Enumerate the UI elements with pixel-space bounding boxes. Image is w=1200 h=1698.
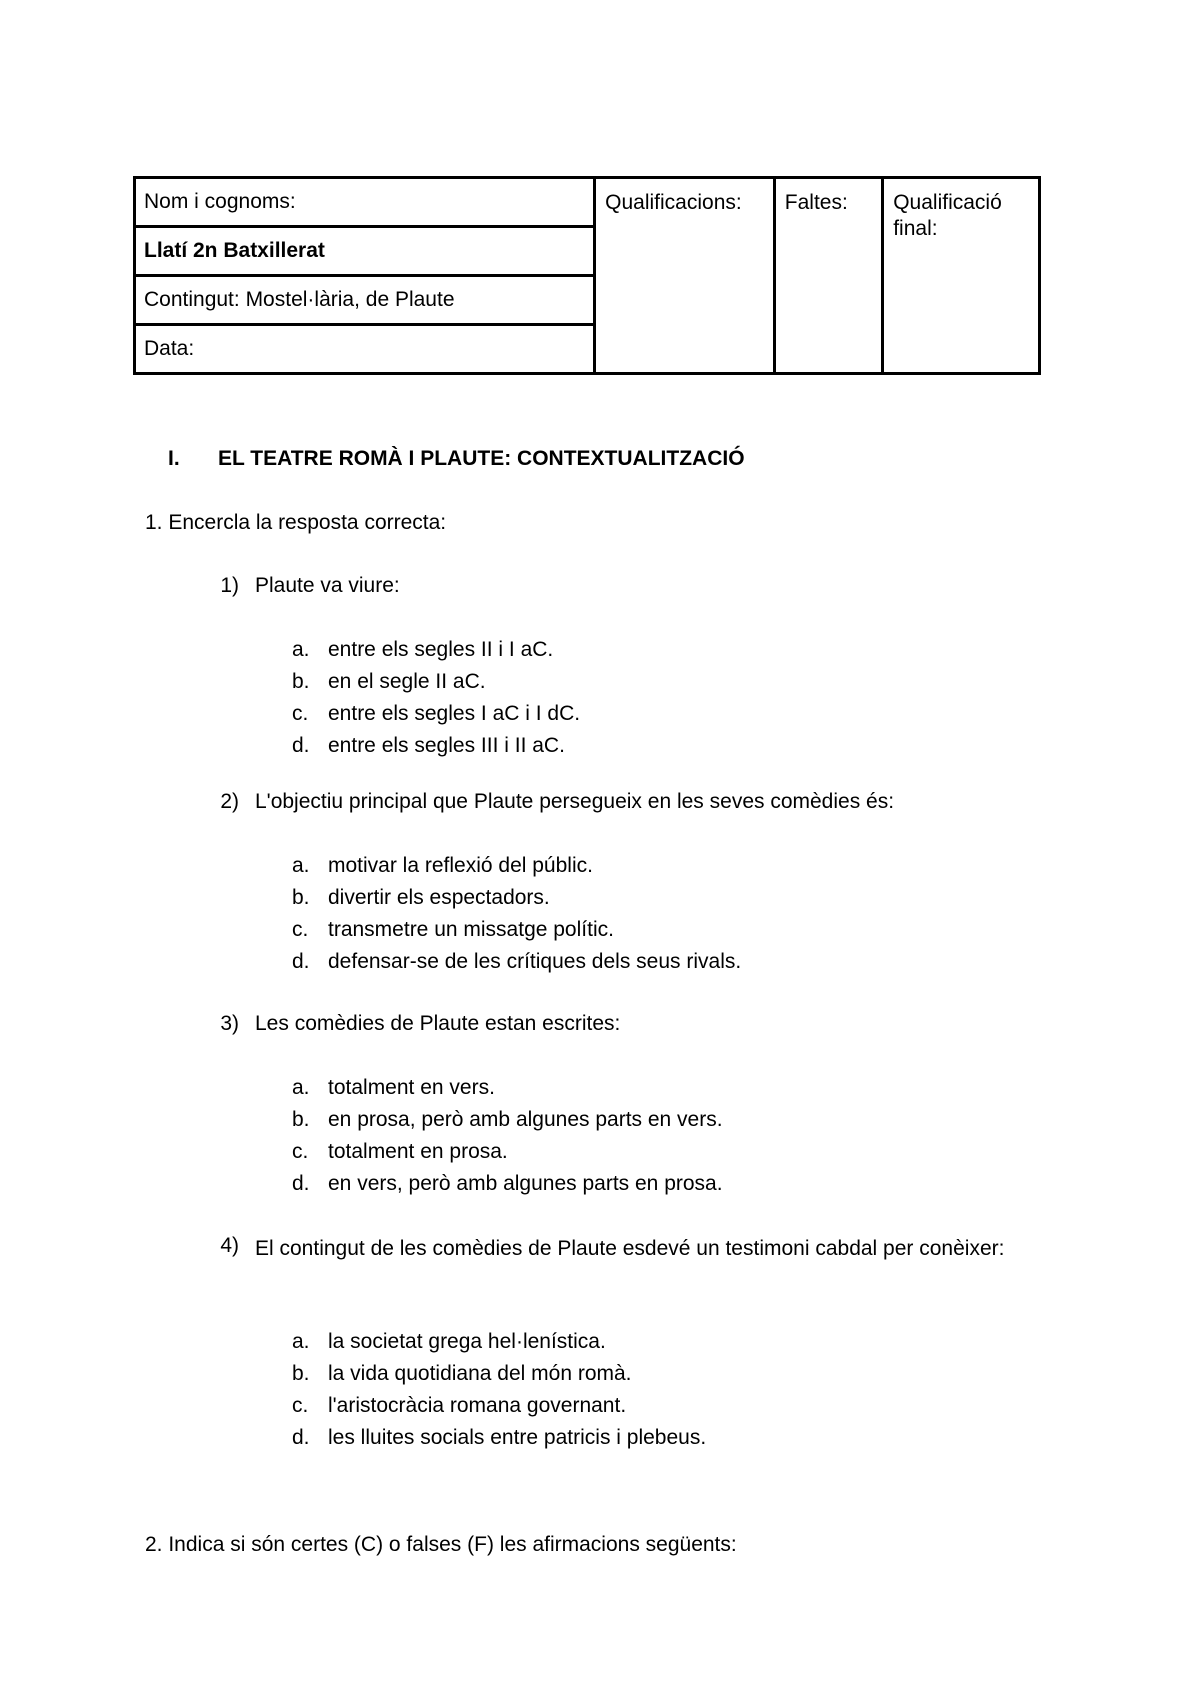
q2-option-c-text: transmetre un missatge polític. [328, 918, 614, 941]
faults-cell [774, 178, 882, 374]
header-table [133, 176, 1041, 375]
name-cell [135, 178, 595, 227]
q1-option-c-letter: c. [292, 702, 309, 725]
q4-option-a-letter: a. [292, 1330, 310, 1353]
q4-option-b-letter: b. [292, 1362, 310, 1385]
q4-option-a-text: la societat grega hel·lenística. [328, 1330, 606, 1353]
q1-option-b-letter: b. [292, 670, 310, 693]
q2-option-b-letter: b. [292, 886, 310, 909]
q2-option-d-letter: d. [292, 950, 310, 973]
question-2-number: 2) [220, 790, 239, 813]
q3-option-c-letter: c. [292, 1140, 309, 1163]
q3-option-b-letter: b. [292, 1108, 310, 1131]
q4-option-d-letter: d. [292, 1426, 310, 1449]
exercise-1-instruction: 1. Encercla la resposta correcta: [145, 511, 447, 534]
final-grade-cell [883, 178, 1040, 374]
name-label: Nom i cognoms: [144, 190, 296, 213]
q4-option-c-text: l'aristocràcia romana governant. [328, 1394, 627, 1417]
question-1-number: 1) [220, 574, 239, 597]
q1-option-d-letter: d. [292, 734, 310, 757]
q4-option-c-letter: c. [292, 1394, 309, 1417]
date-label: Data: [144, 337, 195, 360]
section-title: EL TEATRE ROMÀ I PLAUTE: CONTEXTUALITZACIÓ [218, 447, 745, 470]
q1-option-c-text: entre els segles I aC i I dC. [328, 702, 581, 725]
q3-option-b-text: en prosa, però amb algunes parts en vers. [328, 1108, 723, 1131]
content-label: Contingut: Mostel·lària, de Plaute [144, 288, 455, 311]
course-cell [135, 227, 595, 276]
content-cell [135, 276, 595, 325]
q2-option-c-letter: c. [292, 918, 309, 941]
q2-option-d-text: defensar-se de les crítiques dels seus rivals. [328, 950, 742, 973]
grades-label: Qualificacions: [605, 191, 742, 214]
date-cell [135, 325, 595, 374]
q1-option-d-text: entre els segles III i II aC. [328, 734, 565, 757]
final-grade-label: Qualificació final: [893, 191, 1002, 240]
section-number: I. [168, 447, 180, 470]
question-3-number: 3) [220, 1012, 239, 1035]
q1-option-a-text: entre els segles II i I aC. [328, 638, 554, 661]
question-4-text: El contingut de les comèdies de Plaute esdevé un testimoni cabdal per conèixer: [255, 1237, 1005, 1260]
q2-option-a-text: motivar la reflexió del públic. [328, 854, 593, 877]
q4-option-d-text: les lluites socials entre patricis i plebeus. [328, 1426, 707, 1449]
q3-option-a-text: totalment en vers. [328, 1076, 495, 1099]
q2-option-b-text: divertir els espectadors. [328, 886, 550, 909]
q3-option-d-text: en vers, però amb algunes parts en prosa. [328, 1172, 723, 1195]
question-1-text: Plaute va viure: [255, 574, 400, 597]
grades-cell [595, 178, 775, 374]
question-3-text: Les comèdies de Plaute estan escrites: [255, 1012, 621, 1035]
q1-option-a-letter: a. [292, 638, 310, 661]
course-title: Llatí 2n Batxillerat [144, 239, 325, 262]
q3-option-d-letter: d. [292, 1172, 310, 1195]
exercise-2-instruction: 2. Indica si són certes (C) o falses (F) les afirmacions següents: [145, 1533, 737, 1556]
q1-option-b-text: en el segle II aC. [328, 670, 486, 693]
q3-option-c-text: totalment en prosa. [328, 1140, 508, 1163]
faults-label: Faltes: [784, 191, 848, 214]
question-2-text: L'objectiu principal que Plaute persegueix en les seves comèdies és: [255, 790, 895, 813]
question-4-number: 4) [220, 1234, 239, 1257]
q3-option-a-letter: a. [292, 1076, 310, 1099]
q4-option-b-text: la vida quotidiana del món romà. [328, 1362, 632, 1385]
q2-option-a-letter: a. [292, 854, 310, 877]
